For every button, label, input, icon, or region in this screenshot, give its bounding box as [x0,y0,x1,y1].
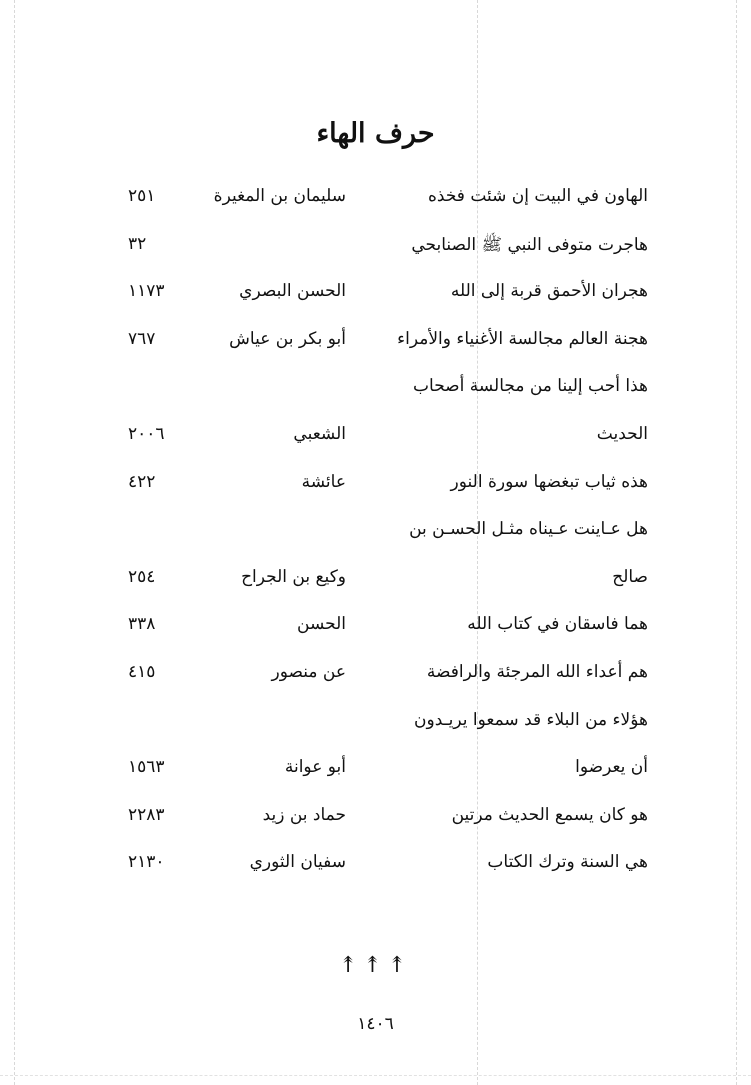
entry-page: ٢٢٨٣ [128,804,165,825]
index-entry [0,652,751,700]
section-title: حرف الهاء [316,118,435,149]
index-entry [0,795,751,843]
index-entry [0,700,751,748]
index-entry [0,319,751,367]
entry-page: ٧٦٧ [128,328,156,349]
entry-narrator: حماد بن زيد [262,804,346,825]
entry-page: ٢٥٤ [128,566,156,587]
index-entry [0,557,751,605]
entry-text: هؤلاء من البلاء قد سمعوا يريـدون [414,709,648,730]
entry-narrator: سليمان بن المغيرة [213,186,346,206]
entry-page: ٢٠٠٦ [128,423,165,444]
entry-narrator: الشعبي [293,423,346,444]
ornament-divider-icon: ↟↟↟ [338,953,413,978]
page-number: ١٤٠٦ [357,1014,394,1034]
index-entry [0,462,751,510]
entry-page: ١١٧٣ [128,281,165,302]
entry-text: أن يعرضوا [575,757,648,778]
index-entry [0,842,751,890]
scan-guide-line [0,1075,751,1076]
entry-text: هي السنة وترك الكتاب [487,852,648,873]
entry-narrator: الحسن البصري [239,281,346,302]
entry-text: هما فاسقان في كتاب الله [467,614,648,635]
entry-page: ١٥٦٣ [128,757,165,778]
entry-page: ٤١٥ [128,661,156,682]
entry-narrator: أبو بكر بن عياش [229,328,346,349]
entry-page: ٣٣٨ [128,614,156,635]
entry-page: ٢١٣٠ [128,852,165,873]
index-entry [0,176,751,224]
entry-narrator: عن منصور [271,661,346,682]
entry-page: ٢٥١ [128,186,156,206]
entry-page: ٣٢ [128,233,147,254]
entry-page: ٤٢٢ [128,471,156,492]
entry-text: هذه ثياب تبغضها سورة النور [450,471,648,492]
entry-narrator: الحسن [297,614,346,635]
entry-text: هم أعداء الله المرجئة والرافضة [426,661,648,682]
entry-text: صالح [612,566,648,587]
entry-text: الحديث [596,423,648,444]
entry-text: هل عـاينت عـيناه مثـل الحسـن بن [409,519,648,540]
entry-text: هاجرت متوفى النبي ﷺ الصنابحي [411,234,648,255]
entry-text: هو كان يسمع الحديث مرتين [451,804,648,825]
entry-narrator: عائشة [301,471,346,492]
index-entry [0,366,751,414]
entry-text: الهاون في البيت إن شئت فخذه [428,186,648,206]
index-list [0,176,751,890]
index-entry [0,509,751,557]
entry-narrator: سفيان الثوري [249,852,346,873]
index-entry [0,271,751,319]
index-entry [0,604,751,652]
index-entry [0,224,751,272]
entry-text: هذا أحب إلينا من مجالسة أصحاب [413,376,648,397]
index-entry [0,414,751,462]
entry-text: هجنة العالم مجالسة الأغنياء والأمراء [397,328,648,349]
index-entry [0,747,751,795]
entry-narrator: وكيع بن الجراح [241,566,346,587]
entry-narrator: أبو عوانة [284,757,346,778]
entry-text: هجران الأحمق قربة إلى الله [450,281,648,302]
